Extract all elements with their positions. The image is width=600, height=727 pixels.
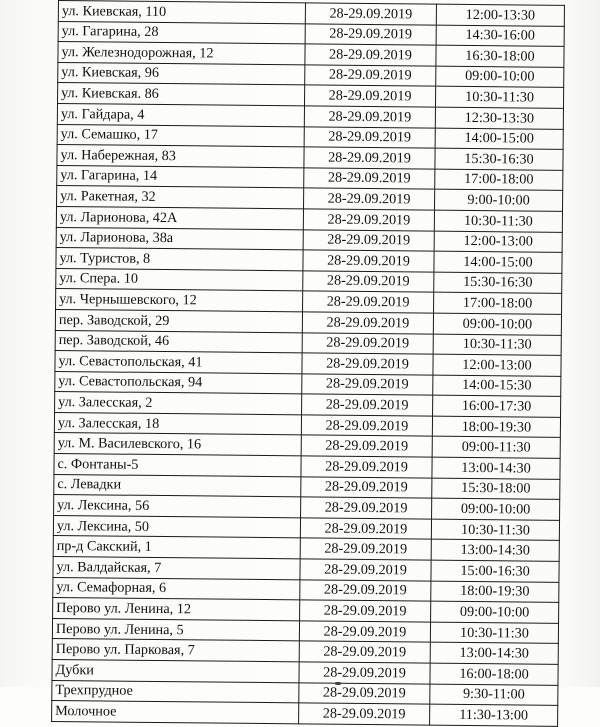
time-cell: 14:00-15:30: [433, 375, 561, 397]
date-cell: 28-29.09.2019: [300, 600, 431, 622]
date-cell: 28-29.09.2019: [302, 394, 433, 416]
address-cell: ул. Киевская. 86: [58, 83, 305, 106]
date-cell: 28-29.09.2019: [299, 703, 430, 725]
time-cell: 10:30-11:30: [430, 622, 558, 644]
time-cell: 09:00-10:00: [436, 66, 564, 88]
address-cell: ул. Залесская, 2: [55, 392, 302, 415]
address-cell: ул. Гагарина, 14: [57, 165, 304, 188]
date-cell: 28-29.09.2019: [304, 85, 435, 107]
address-cell: ул. М. Василевского, 16: [54, 433, 301, 456]
address-cell: ул. Гагарина, 28: [58, 21, 305, 44]
date-cell: 28-29.09.2019: [304, 147, 435, 169]
address-cell: ул. Чернышевского, 12: [56, 289, 303, 312]
time-cell: 15:00-16:30: [431, 560, 559, 582]
time-cell: 17:00-18:00: [435, 169, 563, 191]
address-cell: с. Фонтаны-5: [54, 454, 301, 477]
date-cell: 28-29.09.2019: [301, 497, 432, 519]
address-cell: ул. Семашко, 17: [57, 124, 304, 147]
schedule-table-body: [52, 1, 565, 727]
date-cell: 28-29.09.2019: [304, 126, 435, 148]
date-cell: 28-29.09.2019: [303, 291, 434, 313]
time-cell: 9:30-11:00: [430, 684, 558, 706]
address-cell: ул. Гайдара, 4: [57, 103, 304, 126]
date-cell: 28-29.09.2019: [304, 106, 435, 128]
schedule-table: [51, 0, 565, 727]
address-cell: Перово ул. Парковая, 7: [52, 639, 299, 662]
address-cell: ул. Залесская, 18: [54, 412, 301, 435]
time-cell: 14:30-16:00: [436, 25, 564, 47]
address-cell: ул. Ракетная, 32: [57, 186, 304, 209]
date-cell: 28-29.09.2019: [300, 518, 431, 540]
date-cell: 28-29.09.2019: [299, 641, 430, 663]
date-cell: 28-29.09.2019: [300, 538, 431, 560]
time-cell: 12:30-13:30: [435, 107, 563, 129]
time-cell: 12:00-13:00: [433, 354, 561, 376]
address-cell: ул. Туристов, 8: [56, 248, 303, 271]
address-cell: ул. Набережная, 83: [57, 145, 304, 168]
address-cell: Молочное: [52, 701, 299, 724]
address-cell: ул. Семафорная, 6: [53, 577, 300, 600]
date-cell: 28-29.09.2019: [302, 332, 433, 354]
date-cell: 28-29.09.2019: [304, 188, 435, 210]
date-cell: 28-29.09.2019: [299, 682, 430, 704]
time-cell: 18:00-19:30: [432, 416, 560, 438]
time-cell: 9:00-10:00: [435, 189, 563, 211]
address-cell: Дубки: [52, 659, 299, 682]
time-cell: 15:30-18:00: [432, 478, 560, 500]
time-cell: 10:30-11:30: [435, 87, 563, 109]
time-cell: 09:00-11:30: [432, 437, 560, 459]
time-cell: 10:30-11:30: [431, 519, 559, 541]
date-cell: 28-29.09.2019: [305, 3, 436, 25]
table-row: [52, 701, 558, 726]
date-cell: 28-29.09.2019: [303, 209, 434, 231]
date-cell: 28-29.09.2019: [301, 477, 432, 499]
time-cell: 16:00-17:30: [433, 395, 561, 417]
address-cell: Перово ул. Ленина, 5: [52, 618, 299, 641]
date-cell: 28-29.09.2019: [301, 456, 432, 478]
address-cell: ул. Киевская, 110: [58, 1, 305, 24]
date-cell: 28-29.09.2019: [304, 168, 435, 190]
date-cell: 28-29.09.2019: [305, 65, 436, 87]
address-cell: ул. Севастопольская, 41: [55, 351, 302, 374]
time-cell: 09:00-10:00: [432, 498, 560, 520]
date-cell: 28-29.09.2019: [303, 229, 434, 251]
time-cell: 10:30-11:30: [433, 334, 561, 356]
schedule-sheet: [51, 0, 564, 727]
date-cell: 28-29.09.2019: [301, 435, 432, 457]
date-cell: 28-29.09.2019: [302, 353, 433, 375]
scan-mark: [335, 682, 341, 685]
address-cell: ул. Лексина, 50: [53, 515, 300, 538]
time-cell: 16:30-18:00: [436, 45, 564, 67]
time-cell: 17:00-18:00: [434, 292, 562, 314]
time-cell: 09:00-10:00: [431, 601, 559, 623]
address-cell: Перово ул. Ленина, 12: [53, 598, 300, 621]
time-cell: 12:00-13:30: [436, 4, 564, 26]
time-cell: 12:00-13:00: [434, 231, 562, 253]
time-cell: 14:00-15:00: [435, 128, 563, 150]
address-cell: ул. Ларионова, 42А: [56, 206, 303, 229]
date-cell: 28-29.09.2019: [299, 621, 430, 643]
date-cell: 28-29.09.2019: [303, 250, 434, 272]
address-cell: ул. Ларионова, 38а: [56, 227, 303, 250]
address-cell: с. Левадки: [54, 474, 301, 497]
time-cell: 13:00-14:30: [432, 457, 560, 479]
date-cell: 28-29.09.2019: [300, 579, 431, 601]
date-cell: 28-29.09.2019: [302, 312, 433, 334]
address-cell: ул. Севастопольская, 94: [55, 371, 302, 394]
time-cell: 09:00-10:00: [433, 313, 561, 335]
time-cell: 16:00-18:00: [430, 663, 558, 685]
address-cell: ул. Железнодорожная, 12: [58, 42, 305, 65]
date-cell: 28-29.09.2019: [302, 374, 433, 396]
time-cell: 18:00-19:30: [431, 581, 559, 603]
address-cell: пер. Заводской, 29: [55, 309, 302, 332]
address-cell: ул. Киевская, 96: [58, 62, 305, 85]
address-cell: ул. Лексина, 56: [54, 495, 301, 518]
time-cell: 14:00-15:00: [434, 251, 562, 273]
time-cell: 15:30-16:30: [435, 148, 563, 170]
address-cell: ул. Валдайская, 7: [53, 557, 300, 580]
time-cell: 11:30-13:00: [430, 704, 558, 726]
address-cell: пр-д Сакский, 1: [53, 536, 300, 559]
date-cell: 28-29.09.2019: [303, 271, 434, 293]
date-cell: 28-29.09.2019: [301, 415, 432, 437]
time-cell: 10:30-11:30: [434, 210, 562, 232]
date-cell: 28-29.09.2019: [299, 662, 430, 684]
address-cell: Трехпрудное: [52, 680, 299, 703]
time-cell: 13:00-14:30: [431, 540, 559, 562]
time-cell: 13:00-14:30: [430, 643, 558, 665]
date-cell: 28-29.09.2019: [300, 559, 431, 581]
address-cell: ул. Спера. 10: [56, 268, 303, 291]
date-cell: 28-29.09.2019: [305, 44, 436, 66]
address-cell: пер. Заводской, 46: [55, 330, 302, 353]
time-cell: 15:30-16:30: [434, 272, 562, 294]
date-cell: 28-29.09.2019: [305, 23, 436, 45]
